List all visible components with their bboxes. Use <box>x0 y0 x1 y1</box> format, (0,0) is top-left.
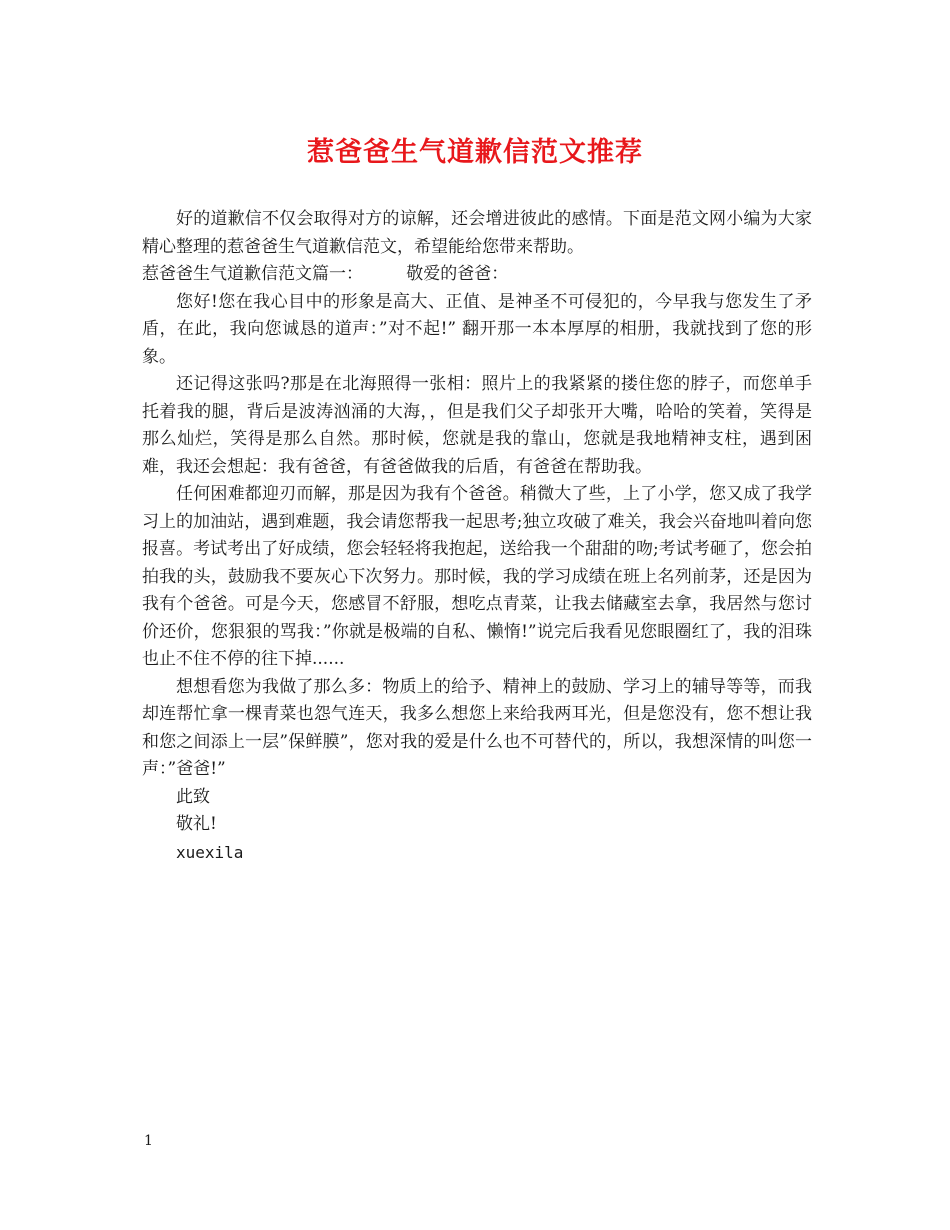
document-body <box>142 206 812 866</box>
page-number: 1 <box>144 1133 153 1149</box>
signature: xuexila <box>176 842 244 862</box>
body-paragraph: 您好!您在我心目中的形象是高大、正值、是神圣不可侵犯的，今早我与您发生了矛盾，在此，我向您诚恳的道声：”对不起!” 翻开那一本本厚厚的相册，我就找到了您的形象。 <box>142 291 812 367</box>
body-paragraph: 还记得这张吗?那是在北海照得一张相：照片上的我紧紧的搂住您的脖子，而您单手托着我的腿，背后是波涛汹涌的大海，，但是我们父子却张开大嘴，哈哈的笑着，笑得是那么灿烂，笑得是那么自然。那时候，您就是我的靠山，您就是我地精神支柱，遇到困难，我还会想起：我有爸爸，有爸爸做我的后盾，有爸爸在帮助我。 <box>142 374 812 477</box>
body-paragraph: 想想看您为我做了那么多：物质上的给予、精神上的鼓励、学习上的辅导等等，而我却连帮忙拿一棵青菜也怨气连天，我多么想您上来给我两耳光，但是您没有，您不想让我和您之间添上一层”保鲜膜”，您对我的爱是什么也不可替代的，所以，我想深情的叫您一声：”爸爸!” <box>142 676 812 779</box>
document-title: 惹爸爸生气道歉信范文推荐 <box>307 137 643 168</box>
section-heading: 惹爸爸生气道歉信范文篇一： <box>142 264 363 284</box>
closing-line-2: 敬礼! <box>176 814 217 834</box>
intro-paragraph: 好的道歉信不仅会取得对方的谅解，还会增进彼此的感情。下面是范文网小编为大家精心整理的惹爸爸生气道歉信范文，希望能给您带来帮助。 <box>142 209 812 257</box>
closing-line-1: 此致 <box>176 786 210 807</box>
section-heading-line <box>142 261 812 289</box>
body-paragraph: 任何困难都迎刃而解，那是因为我有个爸爸。稍微大了些，上了小学，您又成了我学习上的加油站，遇到难题，我会请您帮我一起思考;独立攻破了难关，我会兴奋地叫着向您报喜。考试考出了好成绩，您会轻轻将我抱起，送给我一个甜甜的吻;考试考砸了，您会拍拍我的头，鼓励我不要灰心下次努力。那时候，我的学习成绩在班上名列前茅，还是因为我有个爸爸。可是今天，您感冒不舒服，想吃点青菜，让我去储藏室去拿，我居然与您讨价还价，您狠狠的骂我：”你就是极端的自私、懒惰!”说完后我看见您眼圈红了，我的泪珠也止不住不停的往下掉...... <box>142 484 812 669</box>
salutation: 敬爱的爸爸： <box>406 264 509 284</box>
